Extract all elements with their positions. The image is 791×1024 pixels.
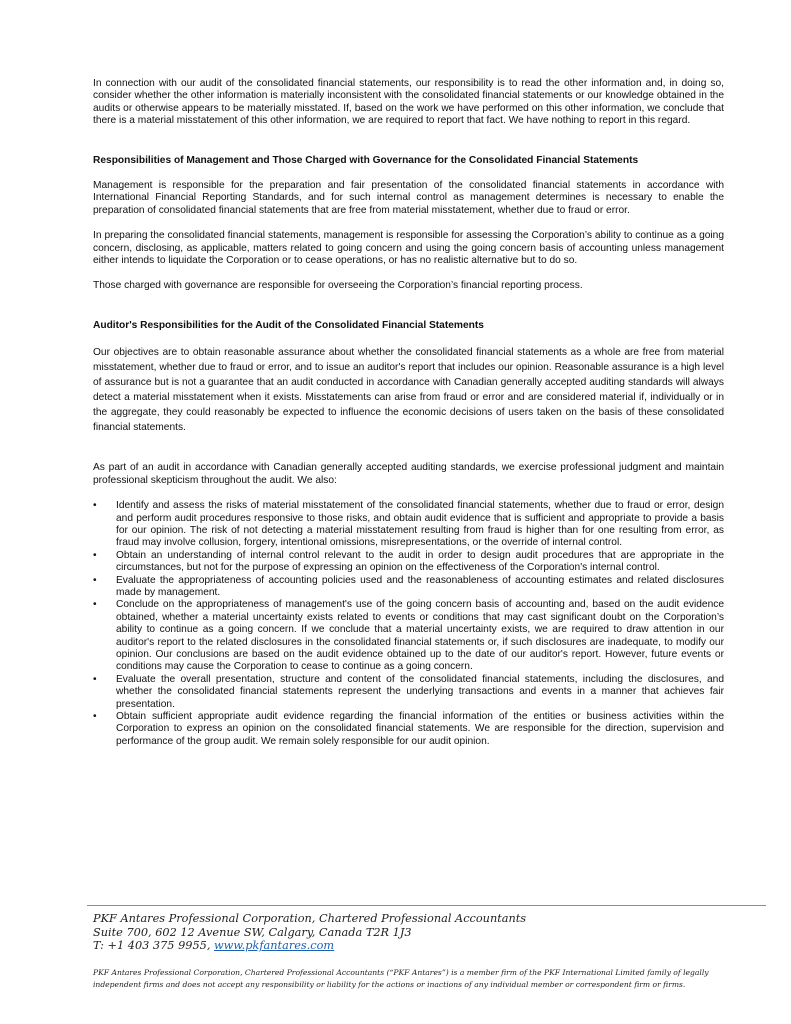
paragraph-professional-judgment: As part of an audit in accordance with Canadian generally accepted auditing standards, we exercise professional judgment and maintain professional skepticism throughout the audit. We also: (93, 462, 724, 486)
list-item (93, 674, 724, 711)
website-link[interactable]: www.pkfantares.com (214, 939, 335, 953)
list-item-text: Obtain an understanding of internal control relevant to the audit in order to design audit procedures that are appropriate in the circumstances, but not for the purpose of expressing an opinion on the effectiveness of the Corporation's internal control. (116, 549, 724, 574)
paragraph-other-information: In connection with our audit of the consolidated financial statements, our responsibility is to read the other information and, in doing so, consider whether the other information is materially inconsistent with the consolidated financial statements or our knowledge obtained in the audits or otherwise appears to be materially misstated. If, based on the work we have performed on this other information, we conclude that there is a material misstatement of this other information, we are required to report that fact. We have nothing to report in this regard. (93, 78, 724, 127)
report-body (93, 78, 724, 748)
footer-divider (87, 905, 766, 906)
bullet-icon: • (93, 549, 97, 561)
bullet-icon: • (93, 711, 97, 722)
firm-name: PKF Antares Professional Corporation, Chartered Professional Accountants (93, 912, 527, 925)
list-item-text: Conclude on the appropriateness of management's use of the going concern basis of accounting and, based on the audit evidence obtained, whether a material uncertainty exists related to events or conditions that may cast significant doubt on the Corporation’s ability to continue as a going concern. If we conclude that a material uncertainty exists, we are required to draw attention in our auditor's report to the related disclosures in the consolidated financial statements or, if such disclosures are inadequate, to modify our opinion. Our conclusions are based on the audit evidence obtained up to the date of our auditor's report. However, future events or conditions may cause the Corporation to cease to continue as a going concern. (116, 599, 724, 673)
firm-phone: T: +1 403 375 9955, (93, 939, 215, 953)
list-item (93, 500, 724, 550)
paragraph-management-responsibility: Management is responsible for the preparation and fair presentation of the consolidated financial statements in accordance with International Financial Reporting Standards, and for such internal control as management determines is necessary to enable the preparation of consolidated financial statements that are free from material misstatement, whether due to fraud or error. (93, 180, 724, 216)
paragraph-going-concern: In preparing the consolidated financial statements, management is responsible for assessing the Corporation’s ability to continue as a going concern, disclosing, as applicable, matters related to going concern and using the going concern basis of accounting unless management either intends to liquidate the Corporation or to cease operations, or has no realistic alternative but to do so. (93, 230, 724, 267)
list-item (93, 575, 724, 600)
list-item (93, 599, 724, 673)
bullet-icon: • (93, 500, 97, 512)
bullet-icon: • (93, 574, 97, 586)
legal-disclaimer: PKF Antares Professional Corporation, Chartered Professional Accountants (“PKF Antares”) is a member firm of the PKF International Limited family of legally independent firms and does not accept any responsibility or liability for the actions or inactions of any individual member or correspondent firm or firms. (93, 967, 709, 990)
paragraph-governance: Those charged with governance are responsible for overseeing the Corporation’s financial reporting process. (93, 280, 583, 292)
heading-auditor-responsibilities: Auditor's Responsibilities for the Audit of the Consolidated Financial Statements (93, 319, 484, 331)
bullet-icon: • (93, 599, 97, 611)
firm-contact (93, 939, 724, 953)
list-item-text: Identify and assess the risks of material misstatement of the consolidated financial statements, whether due to fraud or error, design and perform audit procedures responsive to those risks, and obtain audit evidence that is sufficient and appropriate to provide a basis for our opinion. The risk of not detecting a material misstatement resulting from fraud is higher than for one resulting from error, as fraud may involve collusion, forgery, intentional omissions, misrepresentations, or the override of internal control. (116, 500, 724, 549)
list-item-text: Evaluate the overall presentation, structure and content of the consolidated financial statements, including the disclosures, and whether the consolidated financial statements represent the underlying transactions and events in a manner that achieves fair presentation. (116, 673, 724, 710)
paragraph-audit-objectives: Our objectives are to obtain reasonable assurance about whether the consolidated financial statements as a whole are free from material misstatement, whether due to fraud or error, and to issue an auditor's report that includes our opinion. Reasonable assurance is a high level of assurance but is not a guarantee that an audit conducted in accordance with Canadian generally accepted auditing standards will always detect a material misstatement when it exists. Misstatements can arise from fraud or error and are considered material if, individually or in the aggregate, they could reasonably be expected to influence the economic decisions of users taken on the basis of these consolidated financial statements. (93, 347, 724, 434)
heading-management-responsibilities: Responsibilities of Management and Those Charged with Governance for the Consolidated Financial Statements (93, 154, 639, 166)
list-item (93, 711, 724, 748)
page-footer (93, 912, 724, 992)
list-item-text: Evaluate the appropriateness of accounting policies used and the reasonableness of accounting estimates and related disclosures made by management. (116, 574, 724, 598)
firm-address: Suite 700, 602 12 Avenue SW, Calgary, Canada T2R 1J3 (93, 925, 412, 939)
audit-procedures-list (93, 500, 724, 748)
list-item-text: Obtain sufficient appropriate audit evidence regarding the financial information of the entities or business activities within the Corporation to express an opinion on the consolidated financial statements. We are responsible for the direction, supervision and performance of the group audit. We remain solely responsible for our audit opinion. (116, 711, 724, 747)
bullet-icon: • (93, 673, 97, 685)
list-item (93, 550, 724, 575)
